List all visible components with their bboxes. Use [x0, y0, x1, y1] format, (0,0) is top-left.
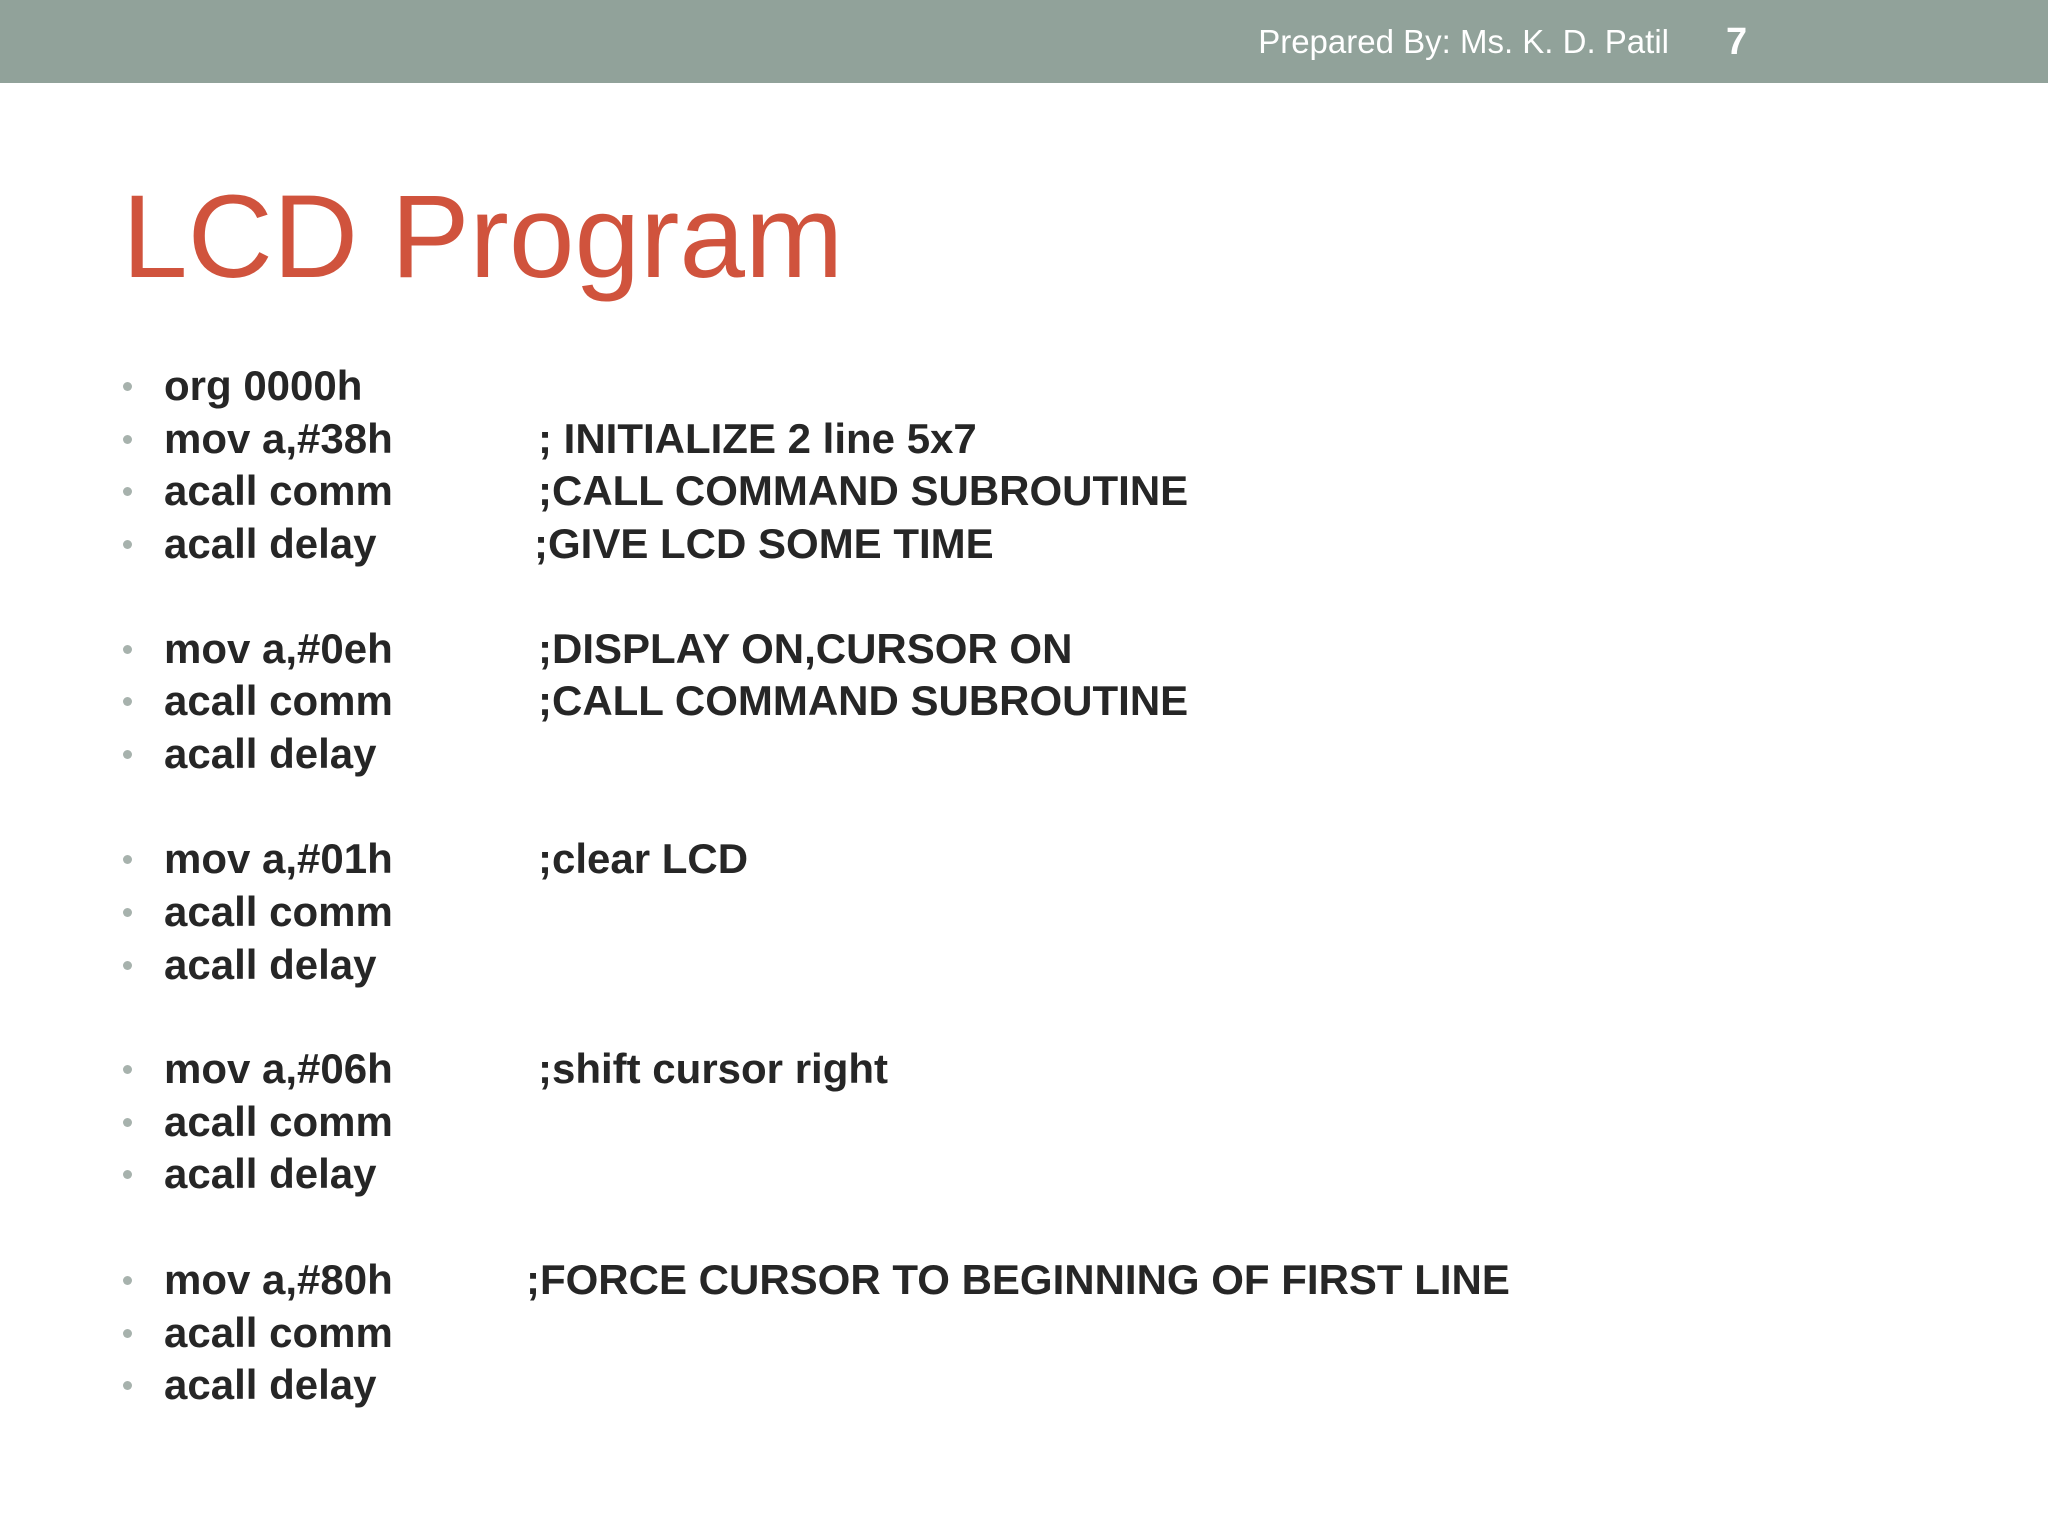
- bullet-icon: [123, 382, 132, 391]
- comment-text: ;FORCE CURSOR TO BEGINNING OF FIRST LINE: [526, 1256, 1510, 1303]
- instruction-text: mov a,#0eh: [164, 625, 393, 672]
- comment-text: ;CALL COMMAND SUBROUTINE: [538, 467, 1189, 514]
- code-line: [0, 939, 2048, 991]
- comment-text: ;CALL COMMAND SUBROUTINE: [538, 677, 1189, 724]
- instruction-text: acall delay: [164, 520, 377, 567]
- instruction-text: mov a,#38h: [164, 415, 393, 462]
- code-line: [0, 1096, 2048, 1148]
- code-line: [0, 833, 2048, 885]
- code-line: [0, 728, 2048, 780]
- code-line: [0, 1148, 2048, 1200]
- instruction-text: acall comm: [164, 1098, 393, 1145]
- bullet-icon: [123, 1118, 132, 1127]
- code-line: [0, 360, 2048, 412]
- bullet-icon: [123, 645, 132, 654]
- code-line: [0, 413, 2048, 465]
- instruction-text: mov a,#06h: [164, 1045, 393, 1092]
- instruction-text: acall comm: [164, 888, 393, 935]
- instruction-text: mov a,#80h: [164, 1256, 393, 1303]
- slide-title: LCD Program: [122, 171, 844, 303]
- bullet-icon: [123, 1381, 132, 1390]
- instruction-text: acall delay: [164, 941, 377, 988]
- instruction-text: acall comm: [164, 1309, 393, 1356]
- comment-text: ;clear LCD: [538, 835, 749, 882]
- bullet-icon: [123, 1170, 132, 1179]
- bullet-icon: [123, 855, 132, 864]
- code-line: [0, 518, 2048, 570]
- code-line: [0, 623, 2048, 675]
- bullet-icon: [123, 487, 132, 496]
- instruction-text: acall delay: [164, 730, 377, 777]
- bullet-icon: [123, 1329, 132, 1338]
- page-number: 7: [1726, 21, 1748, 63]
- bullet-icon: [123, 1276, 132, 1285]
- bullet-icon: [123, 435, 132, 444]
- bullet-icon: [123, 697, 132, 706]
- comment-text: ;GIVE LCD SOME TIME: [534, 520, 994, 567]
- instruction-text: acall delay: [164, 1361, 377, 1408]
- code-line: [0, 886, 2048, 938]
- bullet-icon: [123, 961, 132, 970]
- instruction-text: mov a,#01h: [164, 835, 393, 882]
- code-line: [0, 675, 2048, 727]
- instruction-text: acall comm: [164, 467, 393, 514]
- code-line: [0, 1043, 2048, 1095]
- code-line: [0, 465, 2048, 517]
- comment-text: ;shift cursor right: [538, 1045, 889, 1092]
- instruction-text: org 0000h: [164, 362, 363, 409]
- code-line: [0, 1254, 2048, 1306]
- bullet-icon: [123, 750, 132, 759]
- code-line: [0, 1359, 2048, 1411]
- code-line: [0, 1307, 2048, 1359]
- comment-text: ;DISPLAY ON,CURSOR ON: [538, 625, 1073, 672]
- author-credit: Prepared By: Ms. K. D. Patil: [1258, 23, 1669, 60]
- bullet-icon: [123, 540, 132, 549]
- instruction-text: acall delay: [164, 1150, 377, 1197]
- instruction-text: acall comm: [164, 677, 393, 724]
- bullet-icon: [123, 908, 132, 917]
- comment-text: ; INITIALIZE 2 line 5x7: [538, 415, 977, 462]
- bullet-icon: [123, 1065, 132, 1074]
